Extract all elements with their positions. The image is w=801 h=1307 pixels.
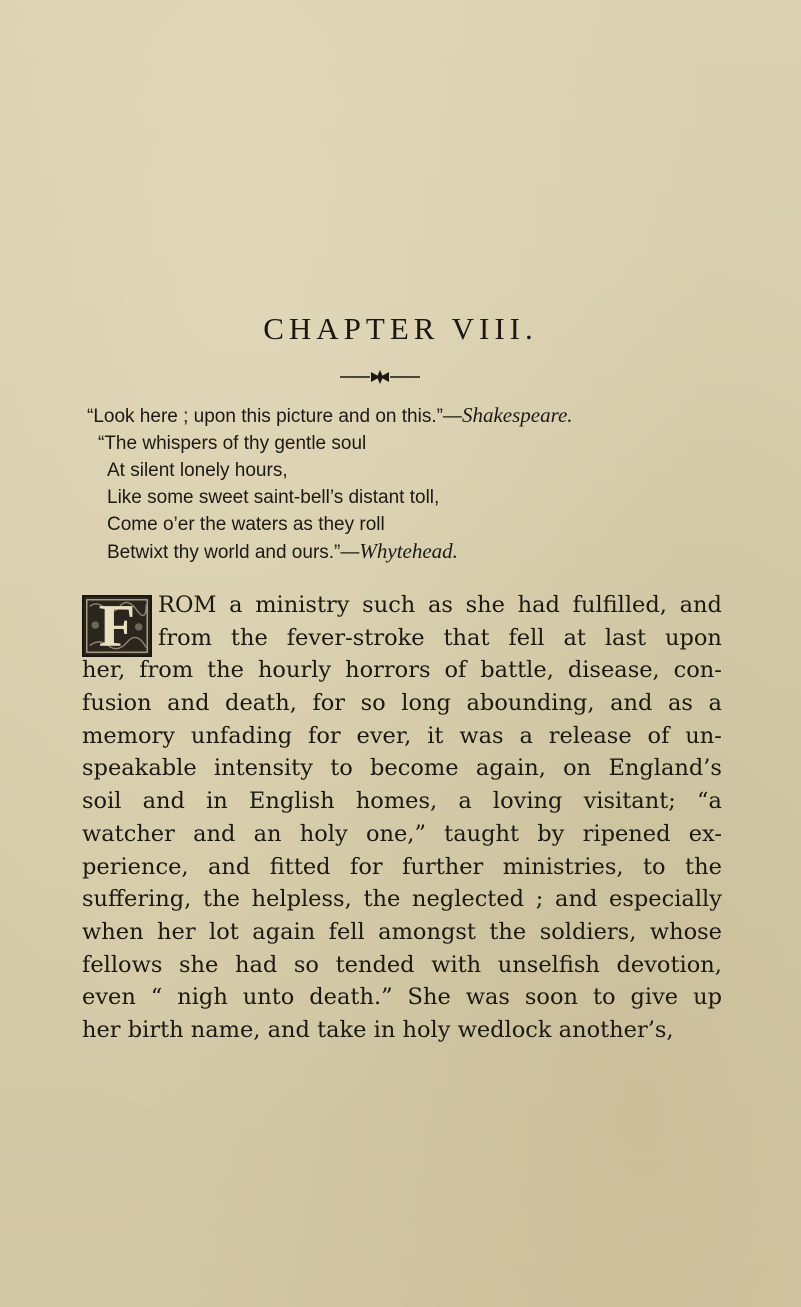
body-line: fusion and death, for so long abounding, and as a — [82, 690, 722, 717]
poem-line: Like some sweet saint-bell’s distant toll, — [107, 487, 440, 508]
body-paragraph — [82, 589, 722, 1047]
poem-line: “The whispers of thy gentle soul — [98, 433, 367, 454]
body-line: when her lot again fell amongst the soldiers, whose — [82, 918, 722, 945]
body-line: watcher and an holy one,” taught by ripened ex- — [82, 820, 722, 847]
body-line: memory unfading for ever, it was a release of un- — [82, 722, 722, 749]
drop-cap-letter: F — [98, 595, 136, 657]
body-line: soil and in English homes, a loving visitant; “a — [82, 788, 722, 815]
epigraph-attribution: Whytehead. — [359, 539, 458, 563]
body-line: perience, and fitted for further ministries, to the — [82, 853, 722, 880]
body-line: from the fever-stroke that fell at last upon — [158, 624, 722, 651]
ornament-divider — [340, 370, 420, 384]
epigraph-shakespeare — [87, 402, 777, 430]
chapter-heading: CHAPTER VIII. — [263, 311, 538, 346]
epigraph-quote: “Look here ; upon this picture and on this.”— — [87, 406, 462, 427]
body-line: speakable intensity to become again, on England’s — [82, 755, 722, 782]
epigraph-whytehead — [87, 538, 777, 566]
poem-line: At silent lonely hours, — [107, 460, 288, 481]
epigraph-attribution: Shakespeare. — [461, 403, 573, 427]
body-line: fellows she had so tended with unselfish devotion, — [82, 951, 722, 978]
body-line: her birth name, and take in holy wedlock another’s, — [82, 1016, 674, 1043]
poem-line: Come o’er the waters as they roll — [107, 514, 385, 535]
epigraph-quote: Betwixt thy world and ours.”— — [107, 542, 360, 563]
body-line: ROM a ministry such as she had fulfilled, and — [158, 592, 722, 618]
body-line: her, from the hourly horrors of battle, disease, con- — [82, 657, 722, 684]
epigraphs — [87, 402, 777, 566]
body-line: even “ nigh unto death.” She was soon to give up — [82, 984, 722, 1011]
body-line: suffering, the helpless, the neglected ; and especially — [82, 886, 722, 913]
